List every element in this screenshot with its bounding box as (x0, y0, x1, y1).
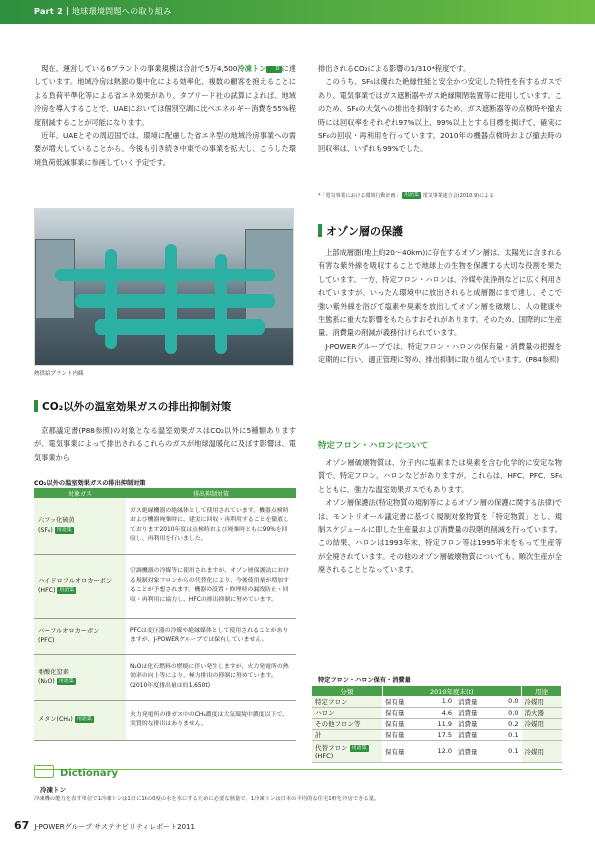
table-row: パーフルオロカーボン (PFC) PFCは変圧器の冷媒や絶縁媒体として使用されることがありますが、J-POWERグループでは保有していません。 (34, 618, 296, 654)
header-bar (0, 0, 595, 24)
glossary-icon: D (266, 66, 281, 73)
table-row: 亜酸化窒素 (N₂O) 用語集 N₂Oは化石燃料の燃焼に伴い発生しますが、火力発電所の熱効率の向上等により、極力排出の抑制に努めています。(2010年度排出量は約1,650t) (34, 654, 296, 700)
glossary-icon: 用語集 (58, 678, 74, 684)
dictionary-title: Dictionary (60, 768, 119, 779)
ozone-paragraph-2: J-POWERグループでは、特定フロン・ハロンの保有量・消費量の把握を定期的に行い、適正管理に努め、排出抑制に取り組んでいます。(P84参照) (318, 341, 562, 365)
table2-header-year: 2010年度末(t) (382, 686, 522, 696)
dictionary-box (34, 769, 562, 809)
table-row: ハロン 保有量 4.6 消費量 0.0 消火器 (312, 707, 562, 718)
intro-paragraph-2: 近年、UAEとその周辺国では、環境に配慮した省エネ型の地域冷房事業への需要が増大していることから、今後も引き続き中東での事業を拡大し、こうした環境負荷低減事業に参画していく予定です。 (34, 131, 296, 167)
ozone-paragraph-1: 上部成層圏(地上約20〜40km)に存在するオゾン層は、太陽光に含まれる有害な紫外線を吸収することで地球上の生物を保護する大切な役割を果たしています。一方、特定フロン・ハロンは、冷媒や洗浄剤などに広く利用されていますが、いったん環境中に放出されると成層圏にまで達し、そこで強い紫外線を浴びて塩素や臭素を放出してオゾン層を破壊し、人の健康や生態系に重大な影響をもたらすおそれがあります。そのため、国際的に生産量、消費量の削減が義務付けられています。 (318, 248, 562, 338)
left-intro-text (34, 62, 296, 169)
photo-caption: 熱供給プラント内観 (34, 371, 84, 377)
table-row: 六フッ化硫黄 (SF₆) 用語集 ガス絶縁機器の絶縁体として使用されています。機器点検時および機器廃棄時に、建実に回収・再利用することを徹底しております2010年度は点検時および廃棄時ともに99%を回収し、再利用を行いました。 (34, 498, 296, 554)
dictionary-definition: 冷凍機の能力を表す単位で1冷凍トンは1日に1tの0度の水を氷にするために必要な熱量で、1冷凍トンは日本の平均的な住宅1軒を冷房できる量。 (34, 796, 380, 802)
table-row: その他フロン等 保有量 11.9 消費量 0.2 冷媒用 (312, 718, 562, 729)
table2-title: 特定フロン・ハロン保有・消費量 (318, 677, 411, 684)
sf6-paragraph-1: 排出されるCO₂による影響の1/310*程度です。 (318, 64, 471, 73)
table1-header-measures: 排出抑制対策 (126, 488, 296, 498)
plant-photo (34, 208, 294, 366)
cfc-paragraph-2: オゾン層保護法(特定物質の規制等によるオゾン層の保護に関する法律)では、モントリオール議定書に基づく規制対象物質を「特定物質」とし、規制スケジュールに即した生産量および消費量の段階的削減を行っています。この結果、ハロンは1993年末、特定フロン等は1995年末をもって生産等が全廃されています。その他のオゾン層破壊物質についても、順次生産が全廃されることとなっています。 (318, 498, 562, 575)
glossary-icon: 用語集 (351, 744, 367, 751)
footer-report-name: J-POWERグループ サステナビリティレポート2011 (34, 823, 195, 831)
header-section-label: Part 2 地球環境問題への取り組み (34, 7, 172, 16)
cfc-text (318, 456, 562, 577)
section-heading-ghg: CO₂以外の温室効果ガスの排出抑制対策 (34, 399, 231, 414)
table2-header-use: 用途 (522, 686, 562, 696)
glossary-icon: 用語集 (76, 716, 92, 723)
glossary-icon: 用語集 (404, 192, 420, 198)
ozone-text (318, 246, 562, 367)
cfc-paragraph-1: オゾン層破壊物質は、分子内に塩素または臭素を含む化学的に安定な物質で、特定フロン、ハロンなどがありますが、これらは、HFC、PFC、SF₆とともに、強力な温室効果ガスでもあります。 (318, 458, 562, 494)
subheading-specified-cfc: 特定フロン・ハロンについて (318, 441, 429, 451)
table1-title: CO₂以外の温室効果ガスの排出抑制対策 (34, 480, 146, 487)
footnote: *「電気事業における環境行動計画」 用語集 電気事業連合会(2010.9)による (318, 192, 495, 199)
section-heading-ozone: オゾン層の保護 (318, 223, 403, 239)
ghg-text (34, 424, 296, 464)
cfc-holdings-table (312, 686, 562, 763)
footer (14, 819, 195, 832)
sf6-paragraph-2: このうち、SF₆は優れた絶縁性能と安全かつ安定した特性を有するガスであり、電気事業ではガス遮断器やガス絶縁開閉装置等に使用しています。このため、SF₆の大気への排出を抑制するため、ガス遮断器等の点検時や撤去時には回収率をそれぞれ97%以上、99%以上とする目標を掲げて、確実にSF₆の回収・再利用を行っています。2010年の機器点検時および撤去時の回収率は、いずれも99%でした。 (318, 77, 562, 154)
table-row: メタン(CH₄) 用語集 火力発電所の排ガス中のCH₄濃度は大気環境中濃度以下で、実質的な排出はありません。 (34, 700, 296, 740)
table-row: ハイドロフルオロカーボン (HFC) 用語集 空調機器の冷媒等に使用されますが、オゾン層保護法における規制対象フロンからの代替化により、今後使用量が増加することが予想されます。機器の設置・修理時の漏洩防止・回収・再利用に協力し、HFCの排出抑制に努めています。 (34, 554, 296, 618)
book-icon (34, 765, 54, 778)
dictionary-term: 冷凍トン (40, 786, 66, 794)
sf6-text (318, 62, 562, 156)
intro-paragraph-1: 現在、運営している6プラントの事業規模は合計で5万4,500冷凍トン D に達しています。地域冷房は熱源の集中化による効率化、複数の顧客を抱えることによる負荷平準化等による省エネ効果があり、タブリード社の試算によれば、地域冷房を導入することで、UAEにおいては個別空調に比べエネルギー消費を55%程度削減することが可能になります。 (34, 64, 296, 127)
table-row: 代替フロン 用語集 (HFC) 保有量 12.0 消費量 0.1 冷媒用 (312, 740, 562, 762)
table2-header-class: 分類 (312, 686, 382, 696)
table1-header-gas: 対象ガス (34, 488, 126, 498)
table-row: 特定フロン 保有量 1.0 消費量 0.0 冷媒用 (312, 696, 562, 707)
glossary-icon: 用語集 (59, 587, 75, 593)
page-number: 67 (14, 819, 30, 832)
header-divider (67, 7, 68, 15)
ghg-paragraph: 京都議定書(P88参照)の対象となる温室効果ガスはCO₂以外に5種類ありますが、電気事業によって排出されるこれらのガスが地球温暖化に及ぼす影響は、電気事業から (34, 426, 296, 462)
glossary-icon: 用語集 (56, 526, 72, 533)
ghg-measures-table (34, 488, 296, 741)
table-row: 計 保有量 17.5 消費量 0.1 (312, 729, 562, 740)
